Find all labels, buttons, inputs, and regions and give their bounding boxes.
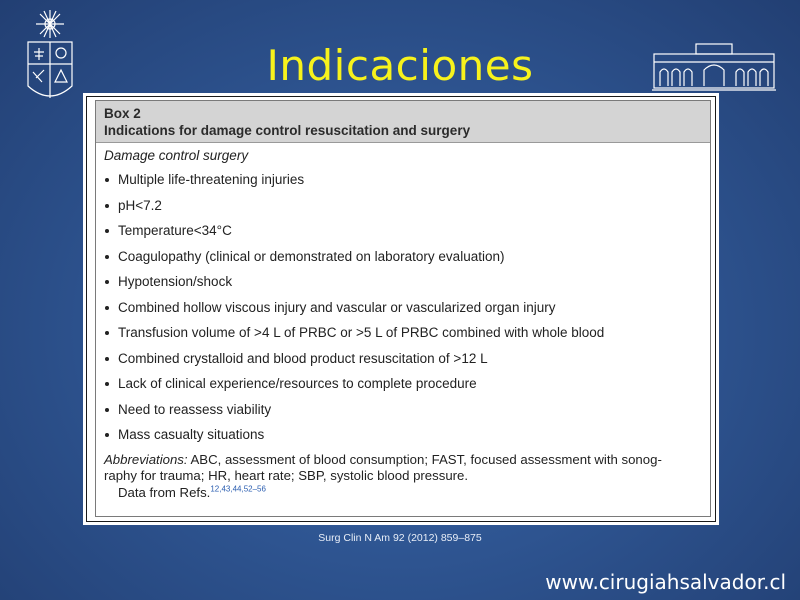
bullet-icon [105, 229, 109, 233]
bullet-icon [105, 433, 109, 437]
list-item-text: Need to reassess viability [118, 401, 272, 417]
list-item-text: Lack of clinical experience/resources to complete procedure [118, 376, 477, 391]
list-item [104, 273, 702, 299]
list-item-text: Combined hollow viscous injury and vascular or vascularized organ injury [118, 299, 556, 315]
list-item-text: Multiple life-threatening injuries [118, 172, 305, 187]
data-from-label: Data from Refs. [118, 484, 211, 500]
bullet-icon [105, 178, 109, 182]
list-item-text: pH<7.2 [118, 197, 162, 213]
bullet-icon [105, 204, 109, 208]
abbreviations-label: Abbreviations: [104, 451, 188, 467]
list-item [104, 299, 702, 325]
bullet-icon [105, 357, 109, 361]
box-body [96, 143, 710, 501]
bullet-icon [105, 306, 109, 310]
list-item [104, 222, 702, 248]
bullet-icon [105, 280, 109, 284]
list-item-text: Hypotension/shock [118, 274, 233, 289]
reference-numbers[interactable]: 12,43,44,52–56 [210, 484, 266, 494]
list-item-text: Combined crystalloid and blood product resuscitation of >12 L [118, 350, 488, 366]
box-heading: Indications for damage control resuscitation and surgery [104, 123, 471, 138]
list-item [104, 171, 702, 197]
abbreviations-line-2: raphy for trauma; HR, heart rate; SBP, systolic blood pressure. [104, 468, 469, 483]
list-item [104, 426, 702, 452]
list-item-text: Transfusion volume of >4 L of PRBC or >5 L of PRBC combined with whole blood [118, 325, 605, 340]
list-item-text: Temperature<34°C [118, 223, 232, 238]
website-url: www.cirugiahsalvador.cl [545, 570, 786, 594]
slide-title: Indicaciones [266, 41, 534, 90]
list-item-text: Coagulopathy (clinical or demonstrated on laboratory evaluation) [118, 248, 505, 264]
list-item [104, 401, 702, 427]
list-item-text: Mass casualty situations [118, 427, 265, 442]
box-subheading: Damage control surgery [104, 148, 249, 163]
abbreviations-note [104, 452, 702, 502]
bullet-icon [105, 382, 109, 386]
list-item [104, 375, 702, 401]
abbreviations-text-1: ABC, assessment of blood consumption; FAST, focused assessment with sonog- [187, 451, 662, 467]
box-label: Box 2 [104, 106, 141, 121]
bullet-icon [105, 408, 109, 412]
list-item [104, 324, 702, 350]
indications-box [86, 96, 716, 522]
indications-list [104, 171, 702, 452]
abbreviations-line-1 [104, 452, 702, 469]
source-citation: Surg Clin N Am 92 (2012) 859–875 [318, 532, 482, 544]
list-item [104, 197, 702, 223]
list-item [104, 248, 702, 274]
list-item [104, 350, 702, 376]
data-source-line [104, 485, 702, 502]
box-header [96, 101, 710, 143]
bullet-icon [105, 331, 109, 335]
bullet-icon [105, 255, 109, 259]
box-frame [95, 100, 711, 517]
